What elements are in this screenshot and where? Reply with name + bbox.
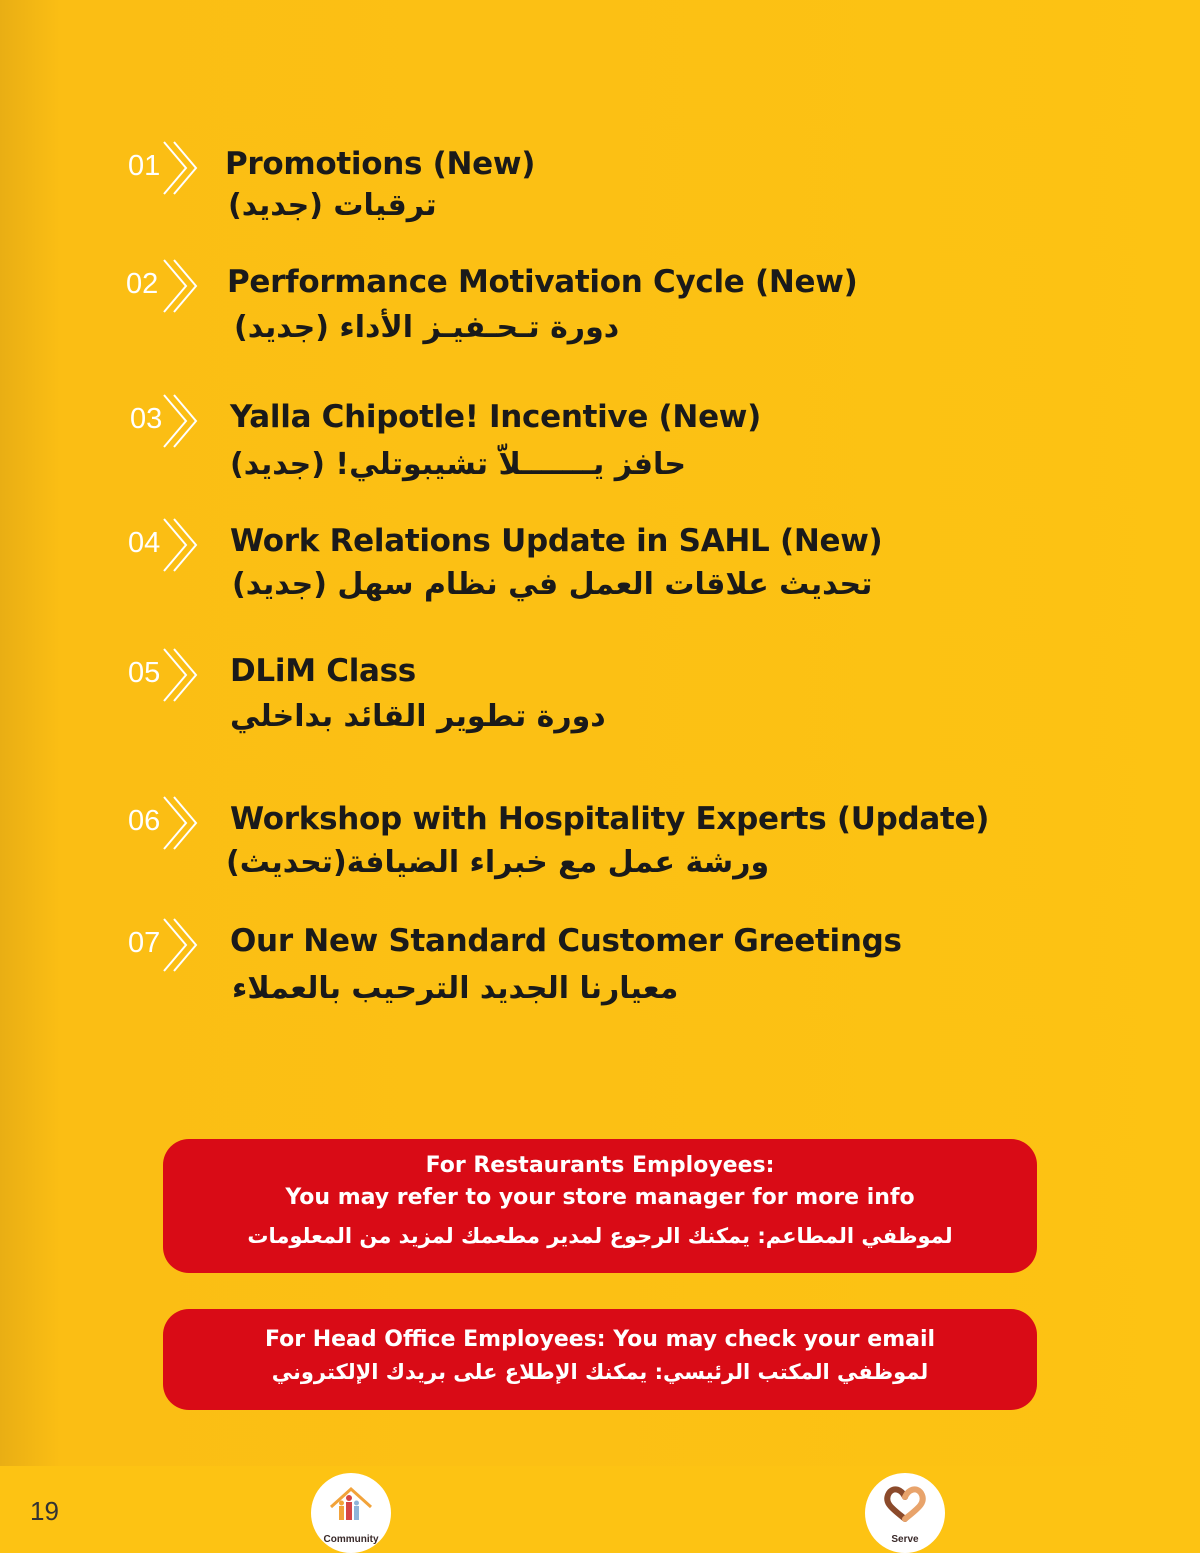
item-title-en: DLiM Class [230,653,416,689]
notice-text-en: For Head Office Employees: You may check your email [264,1327,936,1352]
list-item [0,925,1200,1025]
item-number: 04 [128,527,161,559]
double-chevron-icon [160,393,200,449]
item-number: 07 [128,927,161,959]
item-title-en: Our New Standard Customer Greetings [230,923,902,959]
double-chevron-icon [160,917,200,973]
notice-text-en: You may refer to your store manager for more info [285,1185,915,1210]
head-office-notice [163,1309,1037,1410]
item-title-ar: ورشة عمل مع خبراء الضيافة(تحديث) [226,845,770,880]
list-item [0,655,1200,755]
item-title-ar: دورة تـحـفيـز الأداء (جديد) [234,310,620,345]
item-number: 01 [128,150,161,182]
item-title-en: Performance Motivation Cycle (New) [227,264,858,300]
double-chevron-icon [160,517,200,573]
item-title-en: Promotions (New) [225,146,536,182]
restaurants-notice [163,1139,1037,1273]
item-title-ar: تحديث علاقات العمل في نظام سهل (جديد) [232,567,873,602]
item-title-en: Yalla Chipotle! Incentive (New) [230,399,762,435]
list-item [0,148,1200,248]
item-title-ar: دورة تطوير القائد بداخلي [230,699,606,734]
item-title-en: Workshop with Hospitality Experts (Update) [230,801,990,837]
serve-badge [865,1473,945,1553]
double-chevron-icon [160,258,200,314]
list-item [0,803,1200,903]
notice-text-ar: لموظفي المكتب الرئيسي: يمكنك الإطلاع على بريدك الإلكتروني [271,1360,929,1384]
item-title-ar: معيارنا الجديد الترحيب بالعملاء [232,971,679,1006]
item-number: 03 [130,403,163,435]
double-chevron-icon [160,140,200,196]
page-number: 19 [30,1496,59,1526]
list-item [0,525,1200,625]
footer-band [0,1466,1200,1553]
double-chevron-icon [160,795,200,851]
list-item [0,401,1200,501]
list-item [0,266,1200,366]
badge-label: Serve [891,1534,919,1545]
item-number: 06 [128,805,161,837]
notice-heading: For Restaurants Employees: [425,1153,775,1178]
item-title-ar: ترقيات (جديد) [228,188,437,223]
double-chevron-icon [160,647,200,703]
item-title-en: Work Relations Update in SAHL (New) [230,523,883,559]
item-number: 05 [128,657,161,689]
badge-label: Community [323,1534,379,1545]
item-number: 02 [126,268,159,300]
item-title-ar: حافز يـــــــلاّ تشيبوتلي! (جديد) [230,447,686,482]
community-badge [311,1473,391,1553]
notice-text-ar: لموظفي المطاعم: يمكنك الرجوع لمدير مطعمك لمزيد من المعلومات [247,1224,953,1248]
